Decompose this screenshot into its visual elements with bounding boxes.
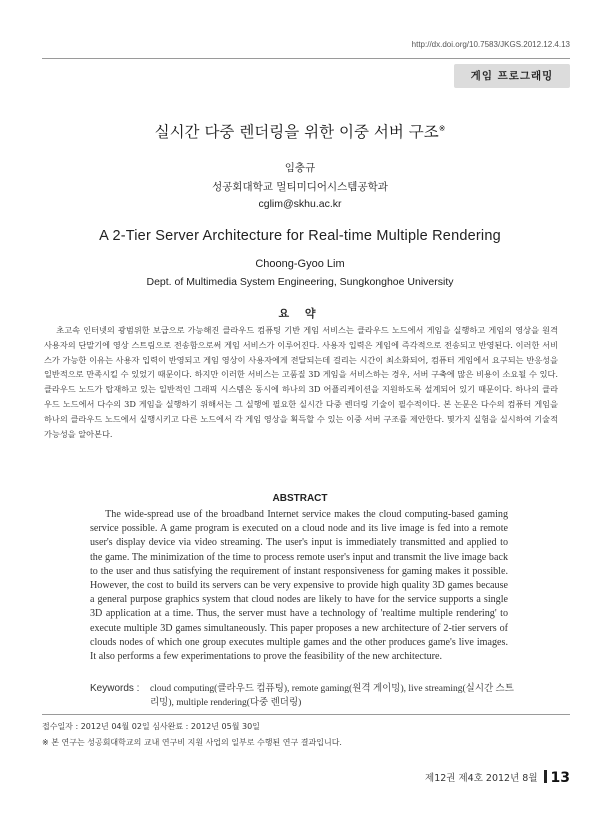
keywords-block — [90, 682, 520, 710]
affiliation-korean: 성공회대학교 멀티미디어시스템공학과 — [212, 181, 388, 193]
page-folio — [425, 770, 570, 786]
section-tag: 게임 프로그래밍 — [454, 64, 570, 88]
footnote-funding: ※ 본 연구는 성공회대학교의 교내 연구비 지원 사업의 일부로 수행된 연구 결과입니다. — [42, 738, 342, 747]
affiliation-english: Dept. of Multimedia System Engineering, Sungkonghoe University — [146, 276, 454, 288]
author-name-english: Choong-Gyoo Lim — [255, 258, 345, 270]
doi-link[interactable]: http://dx.doi.org/10.7583/JKGS.2012.12.4.13 — [411, 40, 570, 49]
author-email: cglim@skhu.ac.kr — [258, 198, 342, 210]
abstract-english-heading: ABSTRACT — [272, 493, 328, 504]
footnote-dates: 접수일자 : 2012년 04월 02일 심사완료 : 2012년 05월 30일 — [42, 722, 260, 731]
keywords-text: cloud computing(클라우드 컴퓨팅), remote gaming(원격 게이밍), live streaming(실시간 스트리밍), multiple rendering(다중 렌더링) — [150, 684, 514, 708]
journal-issue: 제12권 제4호 2012년 8월 — [425, 773, 538, 784]
abstract-korean-body: 초고속 인터넷의 광범위한 보급으로 가능해진 클라우드 컴퓨팅 기반 게임 서비스는 클라우드 노드에서 게임을 실행하고 게임의 영상을 원격 사용자의 단말기에 영상 스트림으로 전송함으로써 게임 서비스가 이루어진다. 사용자 입력은 게임에 즉각적으로 전송되고 반영된다. 이러한 서비스가 가능한 이유는 사용자 입력이 반영되고 게임 영상이 사용자에게 전달되는데 걸리는 시간이 최소화되어, 컴퓨터 게임에서 요구되는 반응성을 일반적으로 만족시킬 수 있었기 때문이다. 하지만 이러한 서비스는 고품질 3D 게임을 서비스하는 경우, 서버 구축에 많은 비용이 소요될 수 있다. 클라우드 노드가 탑재하고 있는 일반적인 그래픽 시스템은 동시에 하나의 3D 어플리케이션을 지원하도록 설계되어 있기 때문이다. 하나의 클라우드 노드에서 다수의 3D 게임을 실행하기 위해서는 그 실행에 필요한 실시간 다중 렌더링 기술이 필수적이다. 본 논문은 다수의 컴퓨터 게임을 하나의 클라우드 노드에서 실행시키고 다른 노드에서 각 게임 영상을 획득할 수 있는 이중 서버 구조를 제안한다. 몇가지 실험을 실시하여 기술적 가능성을 알아본다. — [44, 325, 558, 439]
page-number: 13 — [550, 770, 570, 786]
paper-title-korean-text: 실시간 다중 렌더링을 위한 이중 서버 구조 — [154, 123, 439, 141]
footnote-rule — [42, 714, 570, 715]
paper-title-english: A 2-Tier Server Architecture for Real-time Multiple Rendering — [99, 228, 501, 244]
paper-title-korean — [0, 120, 600, 142]
author-name-korean: 임충규 — [284, 162, 316, 174]
title-footnote-mark: ※ — [438, 123, 446, 133]
folio-bar — [544, 770, 547, 783]
header-rule — [42, 58, 570, 59]
abstract-english-body: The wide-spread use of the broadband Internet service makes the cloud computing-based gaming service possible. A game program is executed on a cloud node and its live image is fed into a remote user's display device via video streaming. The user's input is immediately transmitted and applied to the game. The minimization of the time to process remote user's input and transmit the live image back to the user and thus satisfying the requirement of instant responsiveness for gaming makes it possible. However, the cost to build its servers can be very expensive to provide high quality 3D games because a general purpose graphics system that cloud nodes are likely to have for the service supports a single 3D application at a time. Thus, the server must have a technology of 'realtime multiple rendering' to execute multiple 3D games simultaneously. This paper proposes a new architecture of 2-tier servers of clouds nodes of which one group executes multiple games and the other produces game's live images. It also performs a few experimentations to prove the feasibility of the new architecture. — [90, 509, 508, 663]
keywords-label: Keywords : — [90, 683, 140, 694]
abstract-korean-heading: 요 약 — [278, 307, 322, 320]
